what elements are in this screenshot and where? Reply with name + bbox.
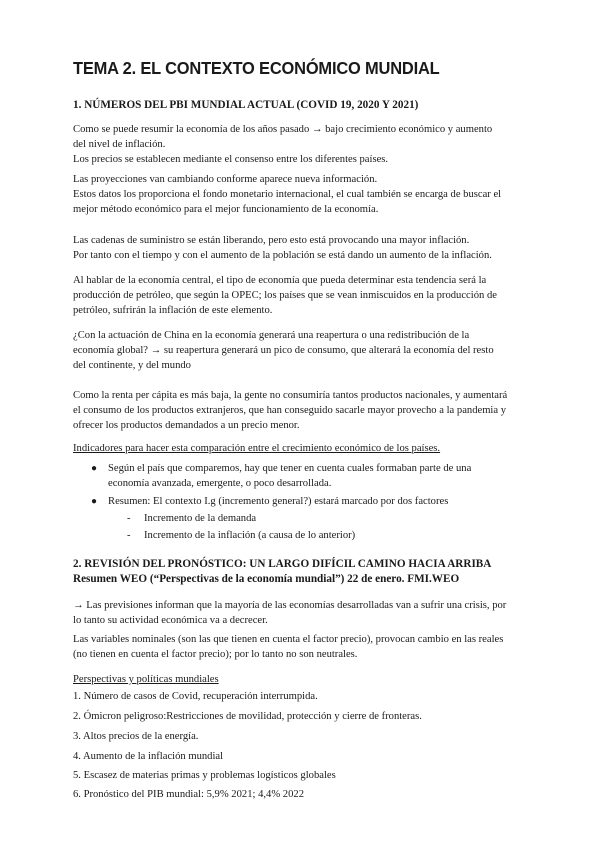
text-line: Según el país que comparemos, hay que tener en cuenta cuales formaban parte de una xyxy=(108,463,472,474)
text-line: Al hablar de la economía central, el tipo de economía que pueda determinar esta tendencia será la xyxy=(73,275,487,286)
paragraph xyxy=(73,122,528,167)
indicators-heading: Indicadores para hacer esta comparación entre el crecimiento económico de los países. xyxy=(73,443,441,454)
text-line: producción de petróleo, que según la OPEC; los países que se vean inmiscuidos en la producción de xyxy=(73,290,497,301)
paragraph xyxy=(73,328,528,373)
text-line: ofrecer los productos demandados a un precio menor. xyxy=(73,420,300,431)
text-line: Por tanto con el tiempo y con el aumento de la población se está dando un aumento de la inflación. xyxy=(73,250,492,261)
list-item: 4. Aumento de la inflación mundial xyxy=(73,751,224,762)
text-line: economía global? → su reapertura generará un pico de consumo, que alterará la economía del resto xyxy=(73,345,494,356)
list-item: 5. Escasez de materias primas y problemas logísticos globales xyxy=(73,770,336,781)
text-line: Las proyecciones van cambiando conforme aparece nueva información. xyxy=(73,174,378,185)
text-line: Como la renta per cápita es más baja, la gente no consumiría tantos productos nacionales, y aumentará xyxy=(73,390,508,401)
text-line: el consumo de los productos extranjeros, que han conseguido sacarle mayor provecho a la pandemia y xyxy=(73,405,507,416)
text-line: (no tienen en cuenta el factor precio); por lo tanto no son neutrales. xyxy=(73,649,358,660)
text-line: Las variables nominales (son las que tienen en cuenta el factor precio), provocan cambio en las reales xyxy=(73,634,504,645)
text-line: lo tanto su actividad económica va a decrecer. xyxy=(73,615,268,626)
text-line: economía avanzada, emergente, o poco desarrollada. xyxy=(108,478,332,489)
paragraph xyxy=(73,632,528,662)
text-line: del nivel de inflación. xyxy=(73,139,166,150)
text-line: Como se puede resumir la economía de los años pasado → bajo crecimiento económico y aumento xyxy=(73,124,493,135)
sub-bullet-text: Incremento de la demanda xyxy=(144,513,257,524)
bullet-icon: ● xyxy=(91,496,98,507)
section-1-heading: 1. NÚMEROS DEL PBI MUNDIAL ACTUAL (COVID 19, 2020 Y 2021) xyxy=(73,99,419,111)
text-line: ¿Con la actuación de China en la economía generará una reapertura o una redistribución de la xyxy=(73,330,470,341)
dash-icon: - xyxy=(127,530,131,541)
dash-icon: - xyxy=(127,513,131,524)
text-line: Estos datos los proporciona el fondo monetario internacional, el cual también se encarga de buscar el xyxy=(73,189,502,200)
page-title: TEMA 2. EL CONTEXTO ECONÓMICO MUNDIAL xyxy=(73,58,440,78)
text-line: Las cadenas de suministro se están liberando, pero esto está provocando una mayor inflación. xyxy=(73,235,470,246)
paragraph xyxy=(73,273,528,318)
perspectives-heading: Perspectivas y políticas mundiales xyxy=(73,674,219,685)
list-item: 3. Altos precios de la energía. xyxy=(73,731,199,742)
list-item: 1. Número de casos de Covid, recuperación interrumpida. xyxy=(73,691,318,702)
list-item: 6. Pronóstico del PIB mundial: 5,9% 2021; 4,4% 2022 xyxy=(73,789,304,800)
section-2-heading: 2. REVISIÓN DEL PRONÓSTICO: UN LARGO DIFÍCIL CAMINO HACIA ARRIBA xyxy=(73,558,492,570)
text-line: mejor método económico para el mejor funcionamiento de la economía. xyxy=(73,204,379,215)
bullet-icon: ● xyxy=(91,463,98,474)
list-item: 2. Ómicron peligroso:Restricciones de movilidad, protección y cierre de fronteras. xyxy=(73,711,422,722)
text-line: Los precios se establecen mediante el consenso entre los diferentes países. xyxy=(73,154,389,165)
paragraph xyxy=(73,172,528,217)
paragraph xyxy=(73,233,528,263)
text-line: Resumen: El contexto I.g (incremento general?) estará marcado por dos factores xyxy=(108,496,449,507)
sub-bullet-text: Incremento de la inflación (a causa de lo anterior) xyxy=(144,530,356,541)
paragraph xyxy=(73,388,528,433)
section-2-subheading: Resumen WEO (“Perspectivas de la economía mundial”) 22 de enero. FMI.WEO xyxy=(73,573,460,585)
text-line: petróleo, sufrirán la inflación de este elemento. xyxy=(73,305,273,316)
paragraph xyxy=(73,598,528,628)
text-line: → Las previsiones informan que la mayoría de las economías desarrolladas van a sufrir una crisis, por xyxy=(73,600,507,611)
text-line: del continente, y del mundo xyxy=(73,360,191,371)
